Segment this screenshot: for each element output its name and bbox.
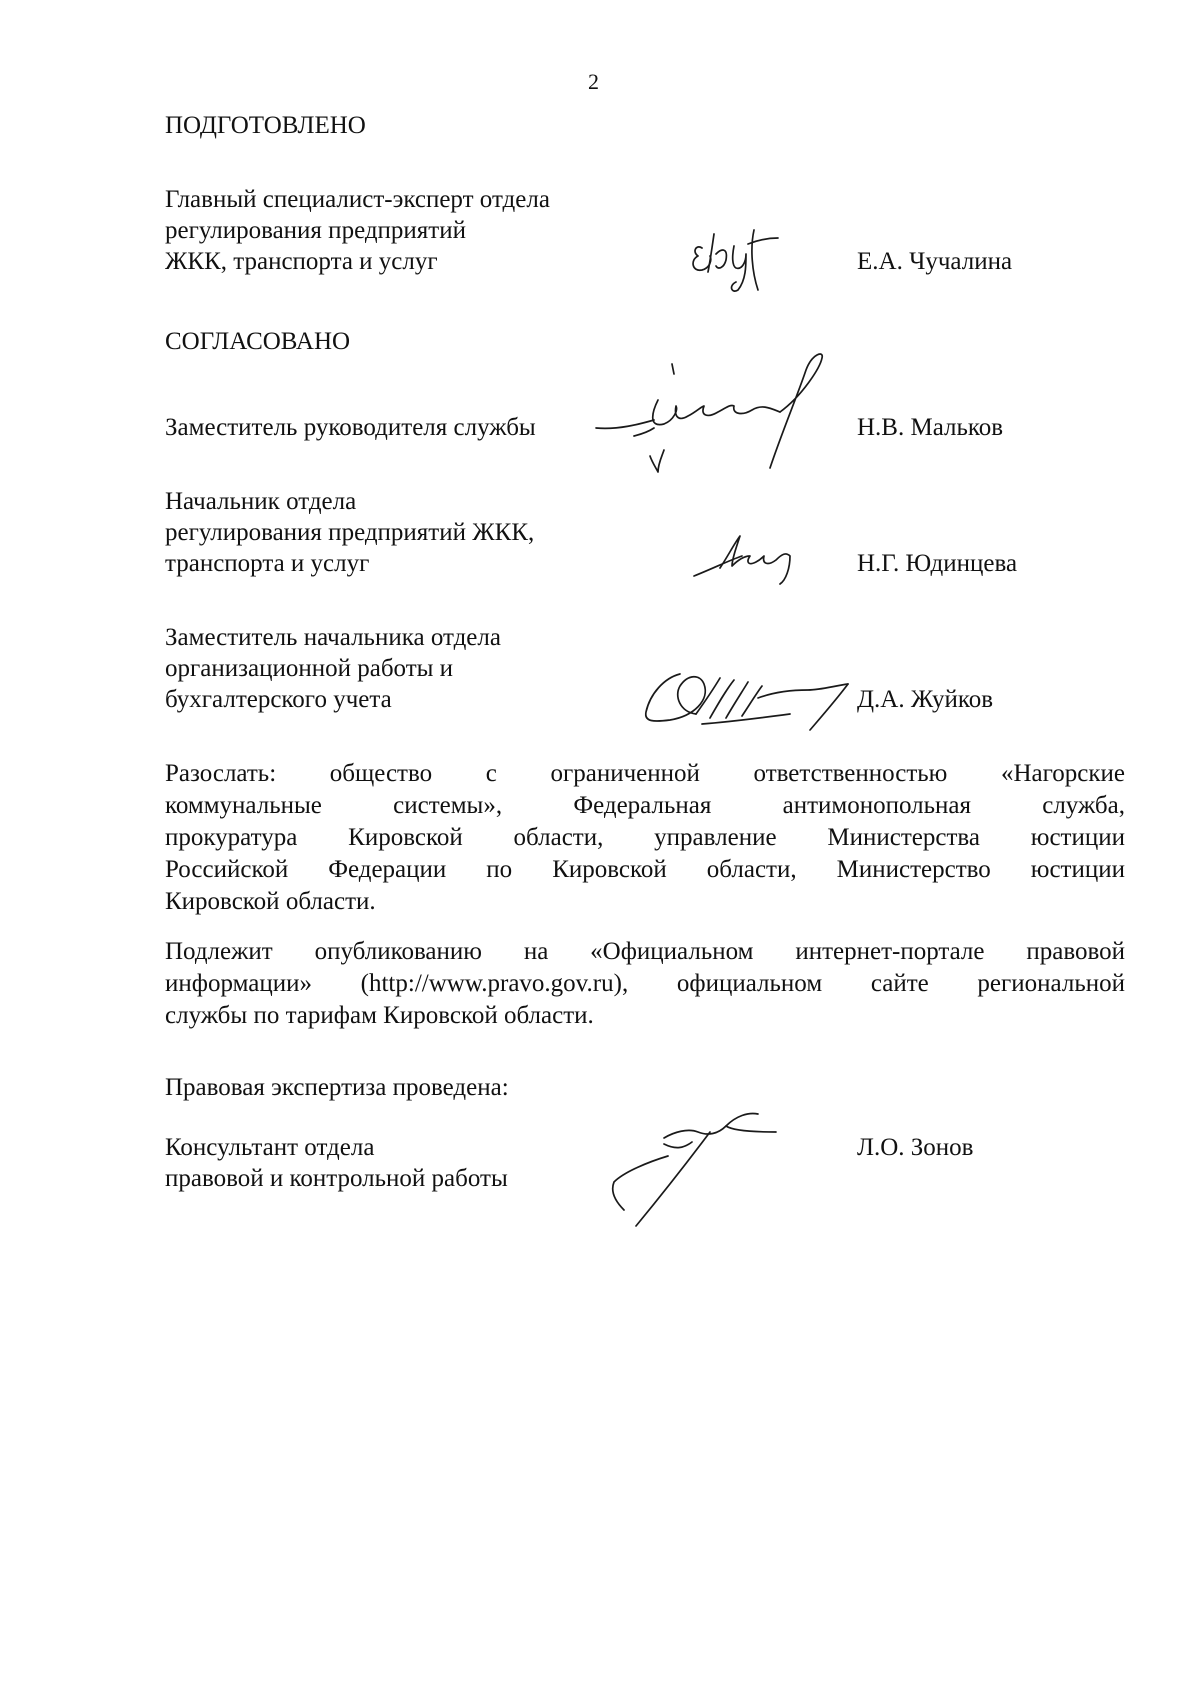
- signer-position-line: организационной работы и: [165, 655, 454, 682]
- page-number: 2: [588, 69, 599, 94]
- signature-yudintseva: [690, 530, 798, 586]
- distribution-line: коммунальные системы», Федеральная антимонопольная служба,: [165, 792, 1125, 819]
- publication-line: службы по тарифам Кировской области.: [165, 1002, 594, 1029]
- agreed-heading: СОГЛАСОВАНО: [165, 328, 351, 355]
- signature-zhuikov: [640, 660, 855, 740]
- signer-position-line: Заместитель руководителя службы: [165, 414, 536, 441]
- legal-review-heading: Правовая экспертиза проведена:: [165, 1074, 509, 1101]
- prepared-heading: ПОДГОТОВЛЕНО: [165, 112, 366, 139]
- signer-name: Н.Г. Юдинцева: [857, 550, 1018, 577]
- distribution-line: прокуратура Кировской области, управление Министерства юстиции: [165, 824, 1125, 851]
- distribution-line: Кировской области.: [165, 888, 376, 915]
- signer-name: Д.А. Жуйков: [857, 686, 994, 713]
- prepared-position-line: регулирования предприятий: [165, 217, 466, 244]
- signature-chuchalina: [688, 226, 788, 294]
- signer-position-line: транспорта и услуг: [165, 550, 370, 577]
- distribution-line: Разослать: общество с ограниченной ответственностью «Нагорские: [165, 760, 1125, 787]
- prepared-position-line: Главный специалист-эксперт отдела: [165, 186, 550, 213]
- signer-position-line: Заместитель начальника отдела: [165, 624, 501, 651]
- distribution-paragraph: [165, 758, 1125, 918]
- legal-review-position-line: правовой и контрольной работы: [165, 1165, 508, 1192]
- legal-review-name: Л.О. Зонов: [857, 1134, 974, 1161]
- prepared-position-line: ЖКК, транспорта и услуг: [165, 248, 438, 275]
- signer-position-line: бухгалтерского учета: [165, 686, 392, 713]
- signature-malkov: [592, 352, 840, 484]
- publication-paragraph: [165, 936, 1125, 1032]
- publication-line: Подлежит опубликованию на «Официальном интернет-портале правовой: [165, 938, 1125, 965]
- signer-position-line: Начальник отдела: [165, 488, 357, 515]
- publication-line: информации» (http://www.pravo.gov.ru), официальном сайте региональной: [165, 970, 1125, 997]
- legal-review-position-line: Консультант отдела: [165, 1134, 375, 1161]
- prepared-name: Е.А. Чучалина: [857, 248, 1013, 275]
- signature-zonov: [608, 1106, 784, 1234]
- signer-position-line: регулирования предприятий ЖКК,: [165, 519, 535, 546]
- distribution-line: Российской Федерации по Кировской области, Министерство юстиции: [165, 856, 1125, 883]
- signer-name: Н.В. Мальков: [857, 414, 1004, 441]
